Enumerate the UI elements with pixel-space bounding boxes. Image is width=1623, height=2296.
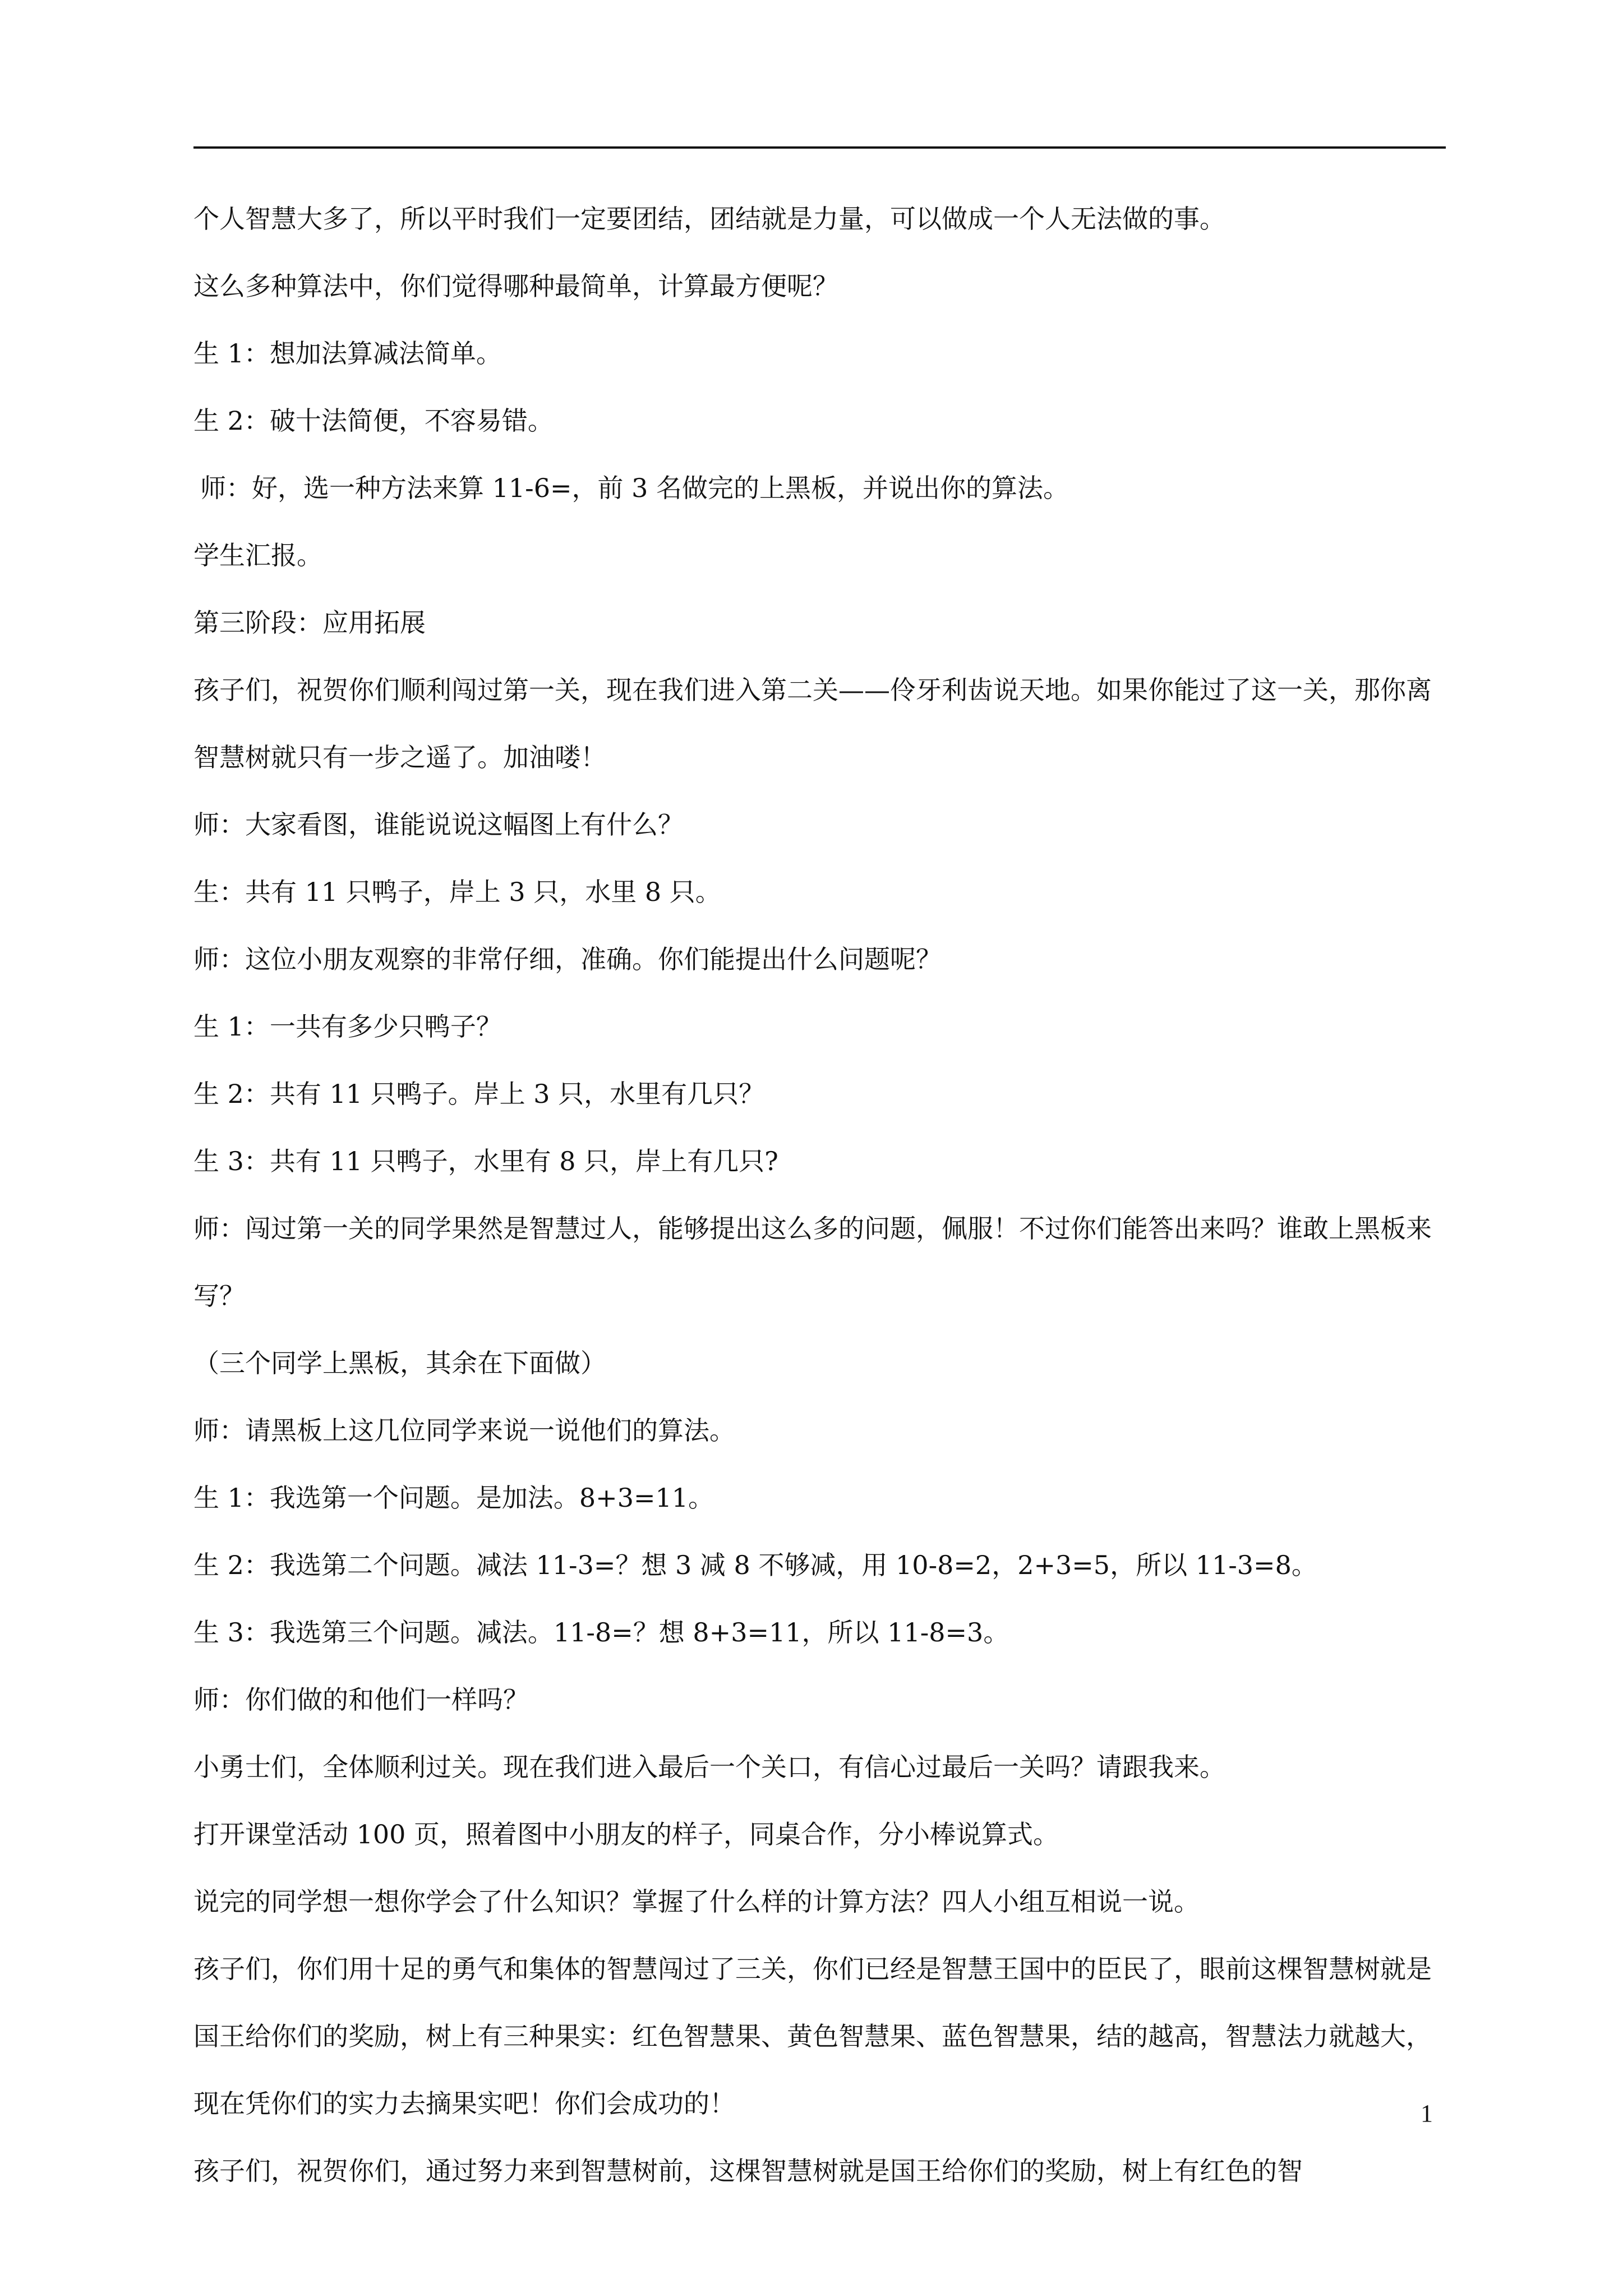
page-number: 1 [1421, 2100, 1433, 2127]
paragraph-5: 师：好，选一种方法来算 11-6=，前 3 名做完的上黑板，并说出你的算法。 [200, 473, 1069, 503]
paragraph-22: 小勇士们，全体顺利过关。现在我们进入最后一个关口，有信心过最后一关吗？请跟我来。 [193, 1752, 1225, 1782]
paragraph-15: 师：闯过第一关的同学果然是智慧过人，能够提出这么多的问题，佩服！不过你们能答出来吗？谁敢上黑板来写？ [193, 1213, 1432, 1311]
paragraph-12: 生 1：一共有多少只鸭子？ [193, 1011, 502, 1042]
header-rule [193, 146, 1446, 149]
paragraph-26: 孩子们，祝贺你们，通过努力来到智慧树前，这棵智慧树就是国王给你们的奖励，树上有红色的智 [193, 2156, 1303, 2186]
paragraph-7-section-heading: 第三阶段：应用拓展 [193, 608, 426, 638]
paragraph-14: 生 3：共有 11 只鸭子，水里有 8 只，岸上有几只? [193, 1146, 778, 1176]
paragraph-25: 孩子们，你们用十足的勇气和集体的智慧闯过了三关，你们已经是智慧王国中的臣民了，眼前这棵智慧树就是国王给你们的奖励，树上有三种果实：红色智慧果、黄色智慧果、蓝色智慧果，结的越高，智慧法力就越大，现在凭你们的实力去摘果实吧！你们会成功的！ [193, 1954, 1432, 2119]
paragraph-8: 孩子们，祝贺你们顺利闯过第一关，现在我们进入第二关——伶牙利齿说天地。如果你能过了这一关，那你离智慧树就只有一步之遥了。加油喽！ [193, 675, 1432, 772]
paragraph-2: 这么多种算法中，你们觉得哪种最简单，计算最方便呢？ [193, 271, 838, 301]
paragraph-17: 师：请黑板上这几位同学来说一说他们的算法。 [193, 1415, 735, 1446]
paragraph-20: 生 3：我选第三个问题。减法。11-8=？想 8+3=11，所以 11-8=3。 [193, 1617, 1009, 1648]
paragraph-1: 个人智慧大多了，所以平时我们一定要团结，团结就是力量，可以做成一个人无法做的事。 [193, 204, 1225, 234]
paragraph-19: 生 2：我选第二个问题。减法 11-3=？想 3 减 8 不够减，用 10-8=2，2+3=5，所以 11-3=8。 [193, 1550, 1317, 1580]
paragraph-23: 打开课堂活动 100 页，照着图中小朋友的样子，同桌合作，分小棒说算式。 [193, 1819, 1059, 1849]
paragraph-18: 生 1：我选第一个问题。是加法。8+3=11。 [193, 1483, 714, 1513]
paragraph-6: 学生汇报。 [193, 540, 322, 570]
paragraph-4: 生 2：破十法简便，不容易错。 [193, 406, 554, 436]
document-body [193, 185, 1447, 2205]
paragraph-16: （三个同学上黑板，其余在下面做） [193, 1348, 606, 1378]
paragraph-11: 师：这位小朋友观察的非常仔细，准确。你们能提出什么问题呢？ [193, 944, 942, 974]
paragraph-10: 生：共有 11 只鸭子，岸上 3 只，水里 8 只。 [193, 877, 721, 907]
paragraph-13: 生 2：共有 11 只鸭子。岸上 3 只，水里有几只？ [193, 1079, 765, 1109]
paragraph-24: 说完的同学想一想你学会了什么知识？掌握了什么样的计算方法？四人小组互相说一说。 [193, 1887, 1200, 1917]
paragraph-21: 师：你们做的和他们一样吗？ [193, 1685, 529, 1715]
paragraph-3: 生 1：想加法算减法简单。 [193, 338, 502, 369]
paragraph-9: 师：大家看图，谁能说说这幅图上有什么？ [193, 809, 684, 840]
